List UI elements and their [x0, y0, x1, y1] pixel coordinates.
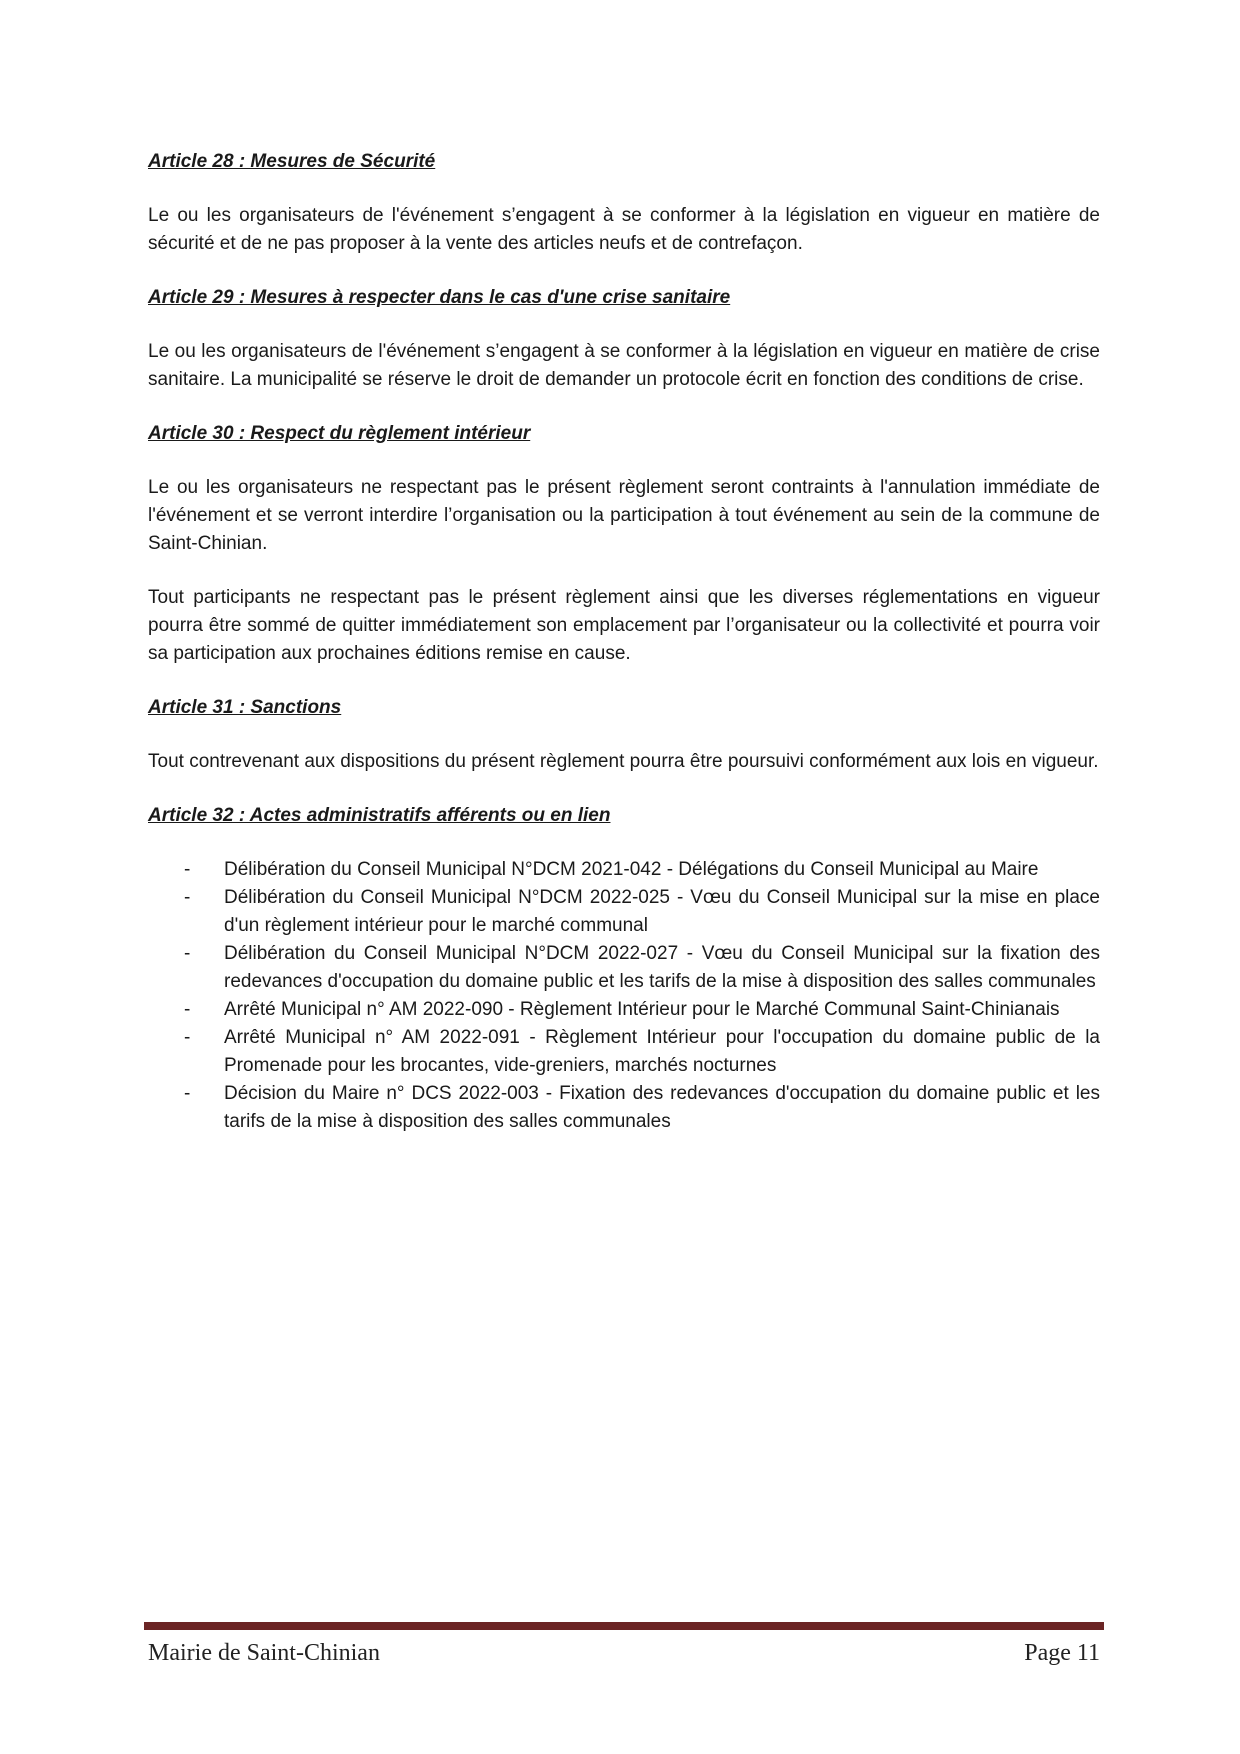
list-item	[148, 856, 1100, 884]
list-item-text: Décision du Maire n° DCS 2022-003 - Fixation des redevances d'occupation du domaine public et les tarifs de la mise à disposition des salles communales	[224, 1083, 1100, 1132]
article-paragraph: Tout participants ne respectant pas le présent règlement ainsi que les diverses réglementations en vigueur pourra être sommé de quitter immédiatement son emplacement par l’organisateur ou la collectivité et pourra voir sa participation aux prochaines éditions remise en cause.	[148, 587, 1100, 664]
list-dash: -	[184, 999, 191, 1020]
list-dash: -	[184, 859, 191, 880]
footer-row	[144, 1638, 1104, 1668]
article-29	[148, 284, 1100, 394]
list-dash: -	[184, 1083, 191, 1104]
document-body	[148, 148, 1100, 1136]
article-title: Article 30 : Respect du règlement intérieur	[148, 423, 531, 444]
article-paragraph: Tout contrevenant aux dispositions du présent règlement pourra être poursuivi conformément aux lois en vigueur.	[148, 751, 1099, 772]
list-item-text: Arrêté Municipal n° AM 2022-091 - Règlement Intérieur pour l'occupation du domaine public de la Promenade pour les brocantes, vide-greniers, marchés nocturnes	[224, 1027, 1100, 1076]
list-item	[148, 996, 1100, 1024]
list-item-text: Délibération du Conseil Municipal N°DCM 2021-042 - Délégations du Conseil Municipal au Maire	[224, 859, 1039, 880]
article-paragraph: Le ou les organisateurs de l'événement s’engagent à se conformer à la législation en vigueur en matière de sécurité et de ne pas proposer à la vente des articles neufs et de contrefaçon.	[148, 205, 1100, 254]
list-item-text: Délibération du Conseil Municipal N°DCM 2022-027 - Vœu du Conseil Municipal sur la fixation des redevances d'occupation du domaine public et les tarifs de la mise à disposition des salles communales	[224, 943, 1100, 992]
list-dash: -	[184, 1027, 191, 1048]
list-dash: -	[184, 887, 191, 908]
article-32	[148, 802, 1100, 1136]
reference-list	[148, 856, 1100, 1136]
footer-organization: Mairie de Saint-Chinian	[148, 1640, 380, 1666]
article-title: Article 32 : Actes administratifs afférents ou en lien	[148, 805, 611, 826]
list-item	[148, 884, 1100, 940]
list-item	[148, 1080, 1100, 1136]
list-item-text: Arrêté Municipal n° AM 2022-090 - Règlement Intérieur pour le Marché Communal Saint-Chinianais	[224, 999, 1060, 1020]
article-paragraph: Le ou les organisateurs de l'événement s’engagent à se conformer à la législation en vigueur en matière de crise sanitaire. La municipalité se réserve le droit de demander un protocole écrit en fonction des conditions de crise.	[148, 341, 1100, 390]
article-31	[148, 694, 1100, 776]
article-title: Article 28 : Mesures de Sécurité	[148, 151, 436, 172]
footer-rule	[144, 1622, 1104, 1630]
list-dash: -	[184, 943, 191, 964]
article-title: Article 29 : Mesures à respecter dans le cas d'une crise sanitaire	[148, 287, 731, 308]
article-title: Article 31 : Sanctions	[148, 697, 342, 718]
page-number: Page 11	[1024, 1640, 1100, 1666]
article-28	[148, 148, 1100, 258]
article-paragraph: Le ou les organisateurs ne respectant pas le présent règlement seront contraints à l'annulation immédiate de l'événement et se verront interdire l’organisation ou la participation à tout événement au sein de la commune de Saint-Chinian.	[148, 477, 1100, 554]
article-30	[148, 420, 1100, 668]
page-footer	[144, 1622, 1104, 1668]
list-item-text: Délibération du Conseil Municipal N°DCM 2022-025 - Vœu du Conseil Municipal sur la mise en place d'un règlement intérieur pour le marché communal	[224, 887, 1100, 936]
list-item	[148, 940, 1100, 996]
list-item	[148, 1024, 1100, 1080]
